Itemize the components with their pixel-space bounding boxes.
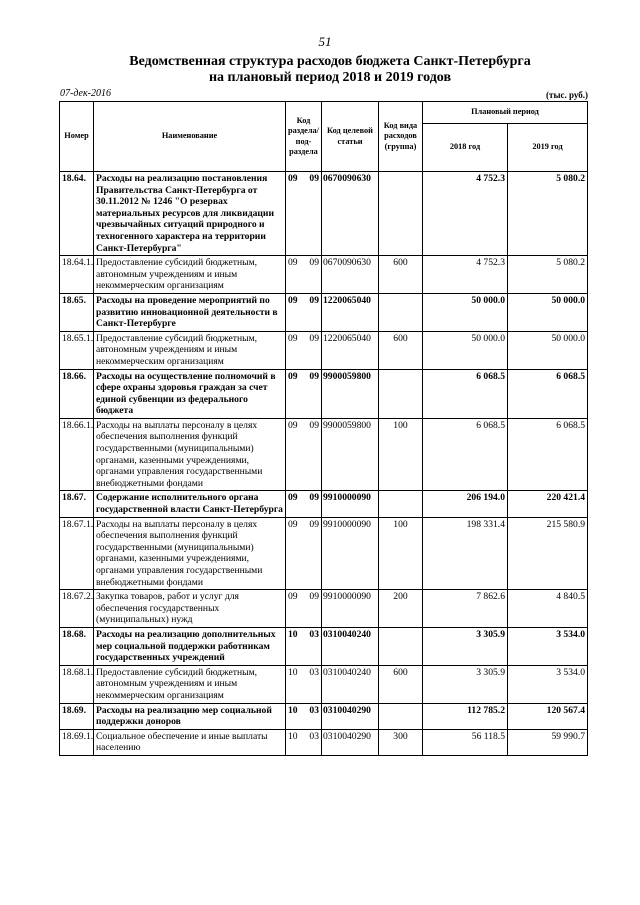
row-value-2018: 112 785.2: [423, 703, 508, 729]
row-number: 18.69.1.: [60, 729, 94, 755]
row-value-2018: 7 862.6: [423, 590, 508, 628]
table-row: [60, 491, 588, 517]
section: 10: [288, 628, 298, 640]
header-year-2018: 2018 год: [423, 124, 508, 172]
table-row: [60, 517, 588, 590]
subsection: 03: [309, 666, 319, 678]
table-row: [60, 627, 588, 665]
row-section-code: [286, 627, 322, 665]
row-target-code: 9910000090: [322, 491, 379, 517]
row-kind-code: [379, 703, 423, 729]
row-name: Расходы на реализацию постановления Правительства Санкт-Петербурга от 30.11.2012 № 1246 "О резервах материальных ресурсов для ликвидации чрезвычайных ситуаций природного и техногенного характера на территории Санкт-Петербурга": [94, 172, 286, 256]
row-target-code: 0310040240: [322, 665, 379, 703]
page-number: 51: [318, 34, 332, 49]
row-value-2018: 3 305.9: [423, 665, 508, 703]
row-value-2018: 6 068.5: [423, 369, 508, 418]
budget-table: [59, 101, 588, 756]
row-section-code: [286, 590, 322, 628]
row-target-code: 1220065040: [322, 331, 379, 369]
section: 09: [288, 518, 298, 530]
row-value-2018: 56 118.5: [423, 729, 508, 755]
row-name: Закупка товаров, работ и услуг для обеспечения государственных (муниципальных) нужд: [94, 590, 286, 628]
row-section-code: [286, 418, 322, 491]
row-section-code: [286, 293, 322, 331]
row-name: Расходы на проведение мероприятий по развитию инновационной деятельности в Санкт-Петербурге: [94, 293, 286, 331]
row-kind-code: [379, 293, 423, 331]
row-name: Расходы на выплаты персоналу в целях обеспечения выполнения функций государственными (муниципальными) органами, казенными учреждениями, органами управления государственными внебюджетными фондами: [94, 517, 286, 590]
subsection: 09: [309, 492, 319, 504]
row-kind-code: 200: [379, 590, 423, 628]
row-target-code: 9910000090: [322, 590, 379, 628]
row-kind-code: 100: [379, 517, 423, 590]
row-number: 18.67.2.: [60, 590, 94, 628]
header-number: Номер: [60, 102, 94, 172]
row-target-code: 0310040290: [322, 729, 379, 755]
title-line-2: на плановый период 2018 и 2019 годов: [208, 70, 452, 85]
row-name: Расходы на реализацию мер социальной поддержки доноров: [94, 703, 286, 729]
row-kind-code: 300: [379, 729, 423, 755]
row-number: 18.64.1.: [60, 256, 94, 294]
row-number: 18.69.: [60, 703, 94, 729]
subsection: 09: [309, 257, 319, 269]
header-name: Наименование: [94, 102, 286, 172]
table-row: [60, 590, 588, 628]
subsection: 09: [309, 518, 319, 530]
row-kind-code: [379, 491, 423, 517]
subsection: 09: [309, 332, 319, 344]
row-number: 18.65.: [60, 293, 94, 331]
row-number: 18.67.1.: [60, 517, 94, 590]
document-date: 07-дек-2016: [60, 88, 111, 99]
subsection: 03: [309, 628, 319, 640]
row-value-2019: 4 840.5: [508, 590, 588, 628]
row-value-2019: 5 080.2: [508, 256, 588, 294]
row-target-code: 0310040240: [322, 627, 379, 665]
row-number: 18.65.1.: [60, 331, 94, 369]
row-value-2018: 50 000.0: [423, 293, 508, 331]
row-name: Предоставление субсидий бюджетным, автономным учреждениям и иным некоммерческим организациям: [94, 331, 286, 369]
row-section-code: [286, 369, 322, 418]
row-section-code: [286, 256, 322, 294]
header-period: Плановый период: [423, 102, 588, 124]
row-number: 18.66.: [60, 369, 94, 418]
row-name: Предоставление субсидий бюджетным, автономным учреждениям и иным некоммерческим организациям: [94, 665, 286, 703]
row-name: Расходы на осуществление полномочий в сфере охраны здоровья граждан за счет единой субвенции из федерального бюджета: [94, 369, 286, 418]
row-section-code: [286, 665, 322, 703]
row-value-2019: 220 421.4: [508, 491, 588, 517]
units-note: (тыс. руб.): [546, 90, 588, 100]
row-name: Предоставление субсидий бюджетным, автономным учреждениям и иным некоммерческим организациям: [94, 256, 286, 294]
section: 10: [288, 704, 298, 716]
row-value-2019: 120 567.4: [508, 703, 588, 729]
subsection: 09: [309, 419, 319, 431]
document-title: [0, 54, 640, 86]
row-value-2018: 198 331.4: [423, 517, 508, 590]
row-name: Расходы на выплаты персоналу в целях обеспечения выполнения функций государственными (муниципальными) органами, казенными учреждениями, органами управления государственными внебюджетными фондами: [94, 418, 286, 491]
row-target-code: 0310040290: [322, 703, 379, 729]
title-line-1: Ведомственная структура расходов бюджета Санкт-Петербурга: [129, 54, 531, 69]
table-row: [60, 703, 588, 729]
header-kind: Код вида расходов (группа): [379, 102, 423, 172]
section: 09: [288, 492, 298, 504]
table-row: [60, 172, 588, 256]
row-target-code: 9900059800: [322, 418, 379, 491]
subsection: 03: [309, 704, 319, 716]
subsection: 09: [309, 370, 319, 382]
section: 09: [288, 332, 298, 344]
row-value-2019: 50 000.0: [508, 331, 588, 369]
row-section-code: [286, 703, 322, 729]
header-year-2019: 2019 год: [508, 124, 588, 172]
row-kind-code: 600: [379, 256, 423, 294]
row-kind-code: [379, 172, 423, 256]
section: 09: [288, 370, 298, 382]
section: 10: [288, 666, 298, 678]
row-section-code: [286, 517, 322, 590]
table-row: [60, 369, 588, 418]
row-target-code: 0670090630: [322, 256, 379, 294]
row-section-code: [286, 491, 322, 517]
table-row: [60, 665, 588, 703]
section: 09: [288, 257, 298, 269]
row-name: Содержание исполнительного органа государственной власти Санкт-Петербурга: [94, 491, 286, 517]
section: 10: [288, 730, 298, 742]
row-number: 18.68.: [60, 627, 94, 665]
row-name: Социальное обеспечение и иные выплаты населению: [94, 729, 286, 755]
row-target-code: 9900059800: [322, 369, 379, 418]
row-value-2018: 3 305.9: [423, 627, 508, 665]
row-kind-code: [379, 369, 423, 418]
section: 09: [288, 173, 298, 184]
row-number: 18.66.1.: [60, 418, 94, 491]
table-header: [60, 102, 588, 172]
row-target-code: 9910000090: [322, 517, 379, 590]
table-row: [60, 729, 588, 755]
row-kind-code: 600: [379, 665, 423, 703]
row-number: 18.64.: [60, 172, 94, 256]
row-value-2019: 50 000.0: [508, 293, 588, 331]
row-kind-code: [379, 627, 423, 665]
row-name: Расходы на реализацию дополнительных мер социальной поддержки работникам государственных учреждений: [94, 627, 286, 665]
subsection: 09: [309, 173, 319, 184]
row-number: 18.68.1.: [60, 665, 94, 703]
row-target-code: 0670090630: [322, 172, 379, 256]
table-row: [60, 256, 588, 294]
row-section-code: [286, 331, 322, 369]
table-body: [60, 172, 588, 756]
header-section: Код раздела/ под- раздела: [286, 102, 322, 172]
row-value-2019: 5 080.2: [508, 172, 588, 256]
section: 09: [288, 294, 298, 306]
table-row: [60, 331, 588, 369]
row-value-2019: 3 534.0: [508, 665, 588, 703]
row-value-2018: 206 194.0: [423, 491, 508, 517]
section: 09: [288, 419, 298, 431]
row-value-2019: 6 068.5: [508, 418, 588, 491]
row-value-2018: 6 068.5: [423, 418, 508, 491]
subsection: 09: [309, 294, 319, 306]
row-value-2018: 4 752.3: [423, 172, 508, 256]
table-row: [60, 418, 588, 491]
subsection: 03: [309, 730, 319, 742]
header-target: Код целевой статьи: [322, 102, 379, 172]
row-section-code: [286, 729, 322, 755]
row-value-2019: 6 068.5: [508, 369, 588, 418]
table-row: [60, 293, 588, 331]
section: 09: [288, 591, 298, 603]
subsection: 09: [309, 591, 319, 603]
row-value-2019: 59 990.7: [508, 729, 588, 755]
row-value-2019: 215 580.9: [508, 517, 588, 590]
row-number: 18.67.: [60, 491, 94, 517]
row-target-code: 1220065040: [322, 293, 379, 331]
row-value-2018: 50 000.0: [423, 331, 508, 369]
row-value-2019: 3 534.0: [508, 627, 588, 665]
row-kind-code: 100: [379, 418, 423, 491]
row-kind-code: 600: [379, 331, 423, 369]
row-value-2018: 4 752.3: [423, 256, 508, 294]
row-section-code: [286, 172, 322, 256]
